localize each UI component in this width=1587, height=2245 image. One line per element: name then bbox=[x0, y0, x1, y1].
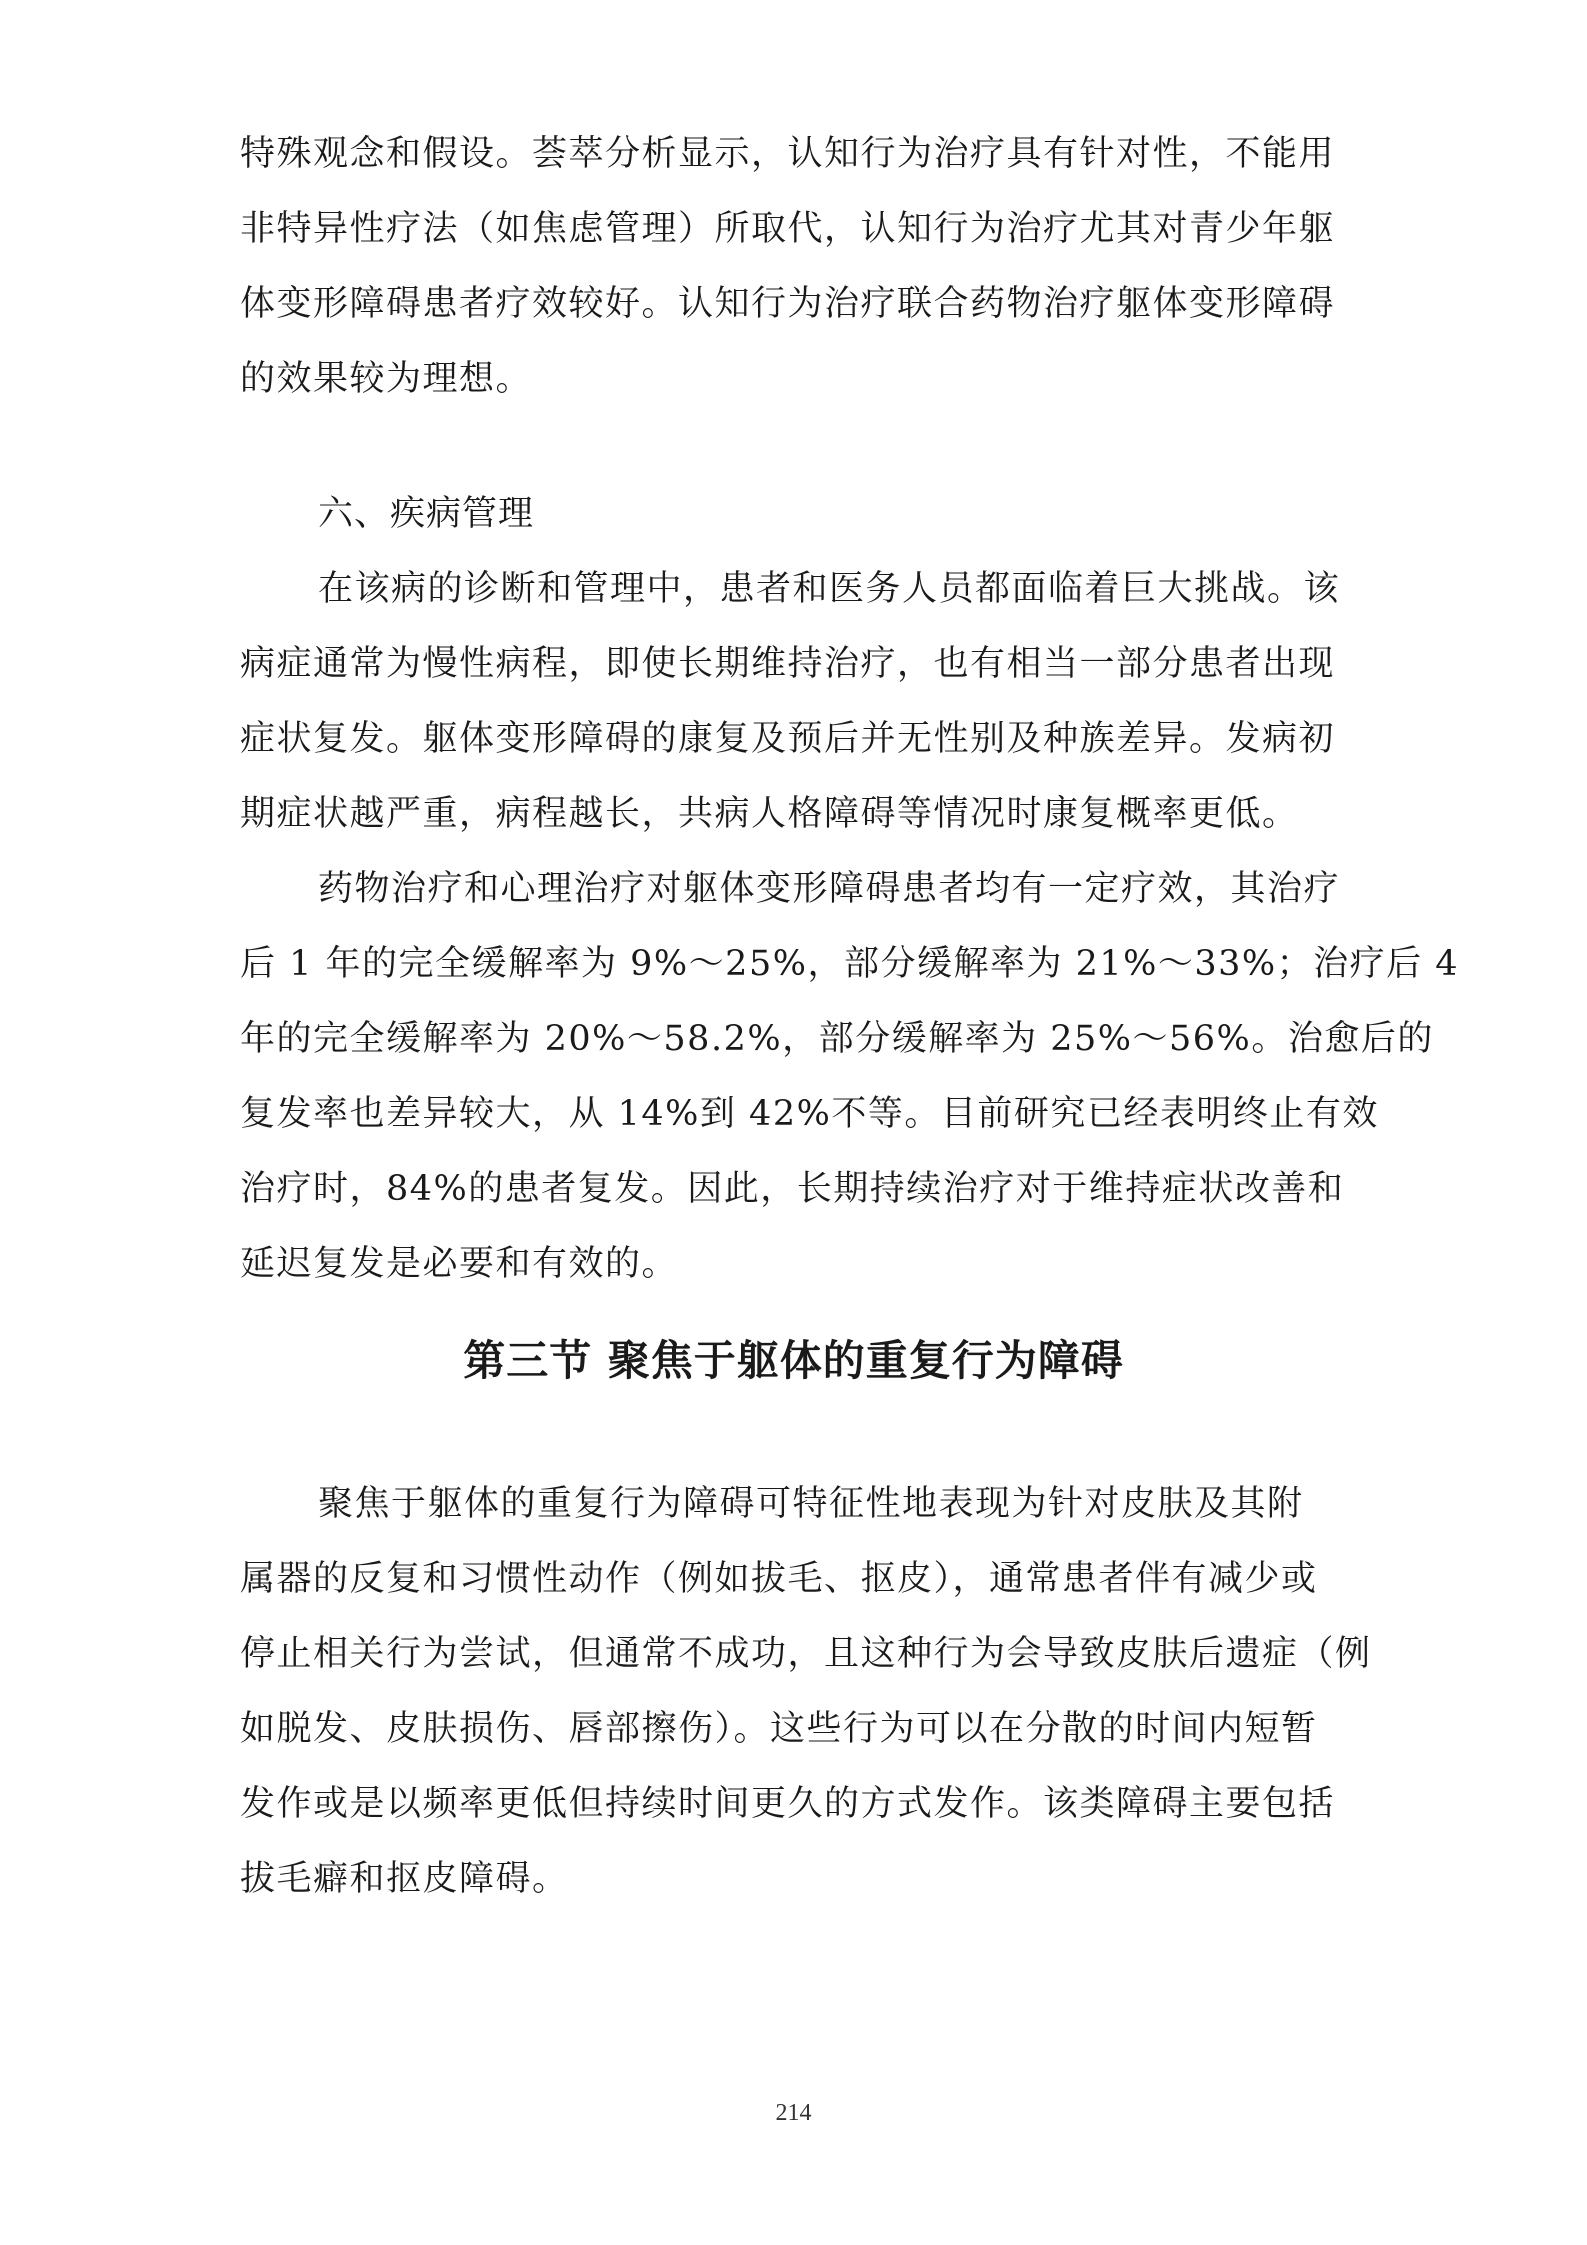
subsection-heading: 六、疾病管理 bbox=[318, 494, 535, 534]
text-line: 病症通常为慢性病程，即使长期维持治疗，也有相当一部分患者出现 bbox=[240, 644, 1336, 684]
text-line: 药物治疗和心理治疗对躯体变形障碍患者均有一定疗效，其治疗 bbox=[318, 869, 1341, 909]
text-line: 在该病的诊断和管理中，患者和医务人员都面临着巨大挑战。该 bbox=[318, 569, 1341, 609]
text-line: 治疗时，84%的患者复发。因此，长期持续治疗对于维持症状改善和 bbox=[240, 1169, 1345, 1209]
text-line: 症状复发。躯体变形障碍的康复及预后并无性别及种族差异。发病初 bbox=[240, 719, 1336, 759]
text-line: 复发率也差异较大，从 14%到 42%不等。目前研究已经表明终止有效 bbox=[240, 1094, 1379, 1134]
text-line: 的效果较为理想。 bbox=[240, 359, 533, 399]
text-line: 拔毛癖和抠皮障碍。 bbox=[240, 1859, 569, 1899]
text-line: 体变形障碍患者疗效较好。认知行为治疗联合药物治疗躯体变形障碍 bbox=[240, 284, 1336, 324]
text-line: 聚焦于躯体的重复行为障碍可特征性地表现为针对皮肤及其附 bbox=[318, 1484, 1304, 1524]
text-line: 延迟复发是必要和有效的。 bbox=[240, 1244, 679, 1284]
text-line: 非特异性疗法（如焦虑管理）所取代，认知行为治疗尤其对青少年躯 bbox=[240, 209, 1336, 249]
text-line: 如脱发、皮肤损伤、唇部擦伤）。这些行为可以在分散的时间内短暂 bbox=[240, 1709, 1318, 1749]
section-title: 第三节 聚焦于躯体的重复行为障碍 bbox=[463, 1336, 1124, 1385]
text-line: 停止相关行为尝试，但通常不成功，且这种行为会导致皮肤后遗症（例 bbox=[240, 1634, 1372, 1674]
text-line: 发作或是以频率更低但持续时间更久的方式发作。该类障碍主要包括 bbox=[240, 1784, 1336, 1824]
text-line: 后 1 年的完全缓解率为 9%～25%，部分缓解率为 21%～33%；治疗后 4 bbox=[240, 944, 1460, 984]
text-line: 属器的反复和习惯性动作（例如拔毛、抠皮），通常患者伴有减少或 bbox=[240, 1559, 1318, 1599]
text-line: 期症状越严重，病程越长，共病人格障碍等情况时康复概率更低。 bbox=[240, 794, 1299, 834]
page-number: 214 bbox=[775, 2100, 812, 2126]
text-line: 年的完全缓解率为 20%～58.2%，部分缓解率为 25%～56%。治愈后的 bbox=[240, 1019, 1434, 1059]
text-line: 特殊观念和假设。荟萃分析显示，认知行为治疗具有针对性，不能用 bbox=[240, 134, 1336, 174]
